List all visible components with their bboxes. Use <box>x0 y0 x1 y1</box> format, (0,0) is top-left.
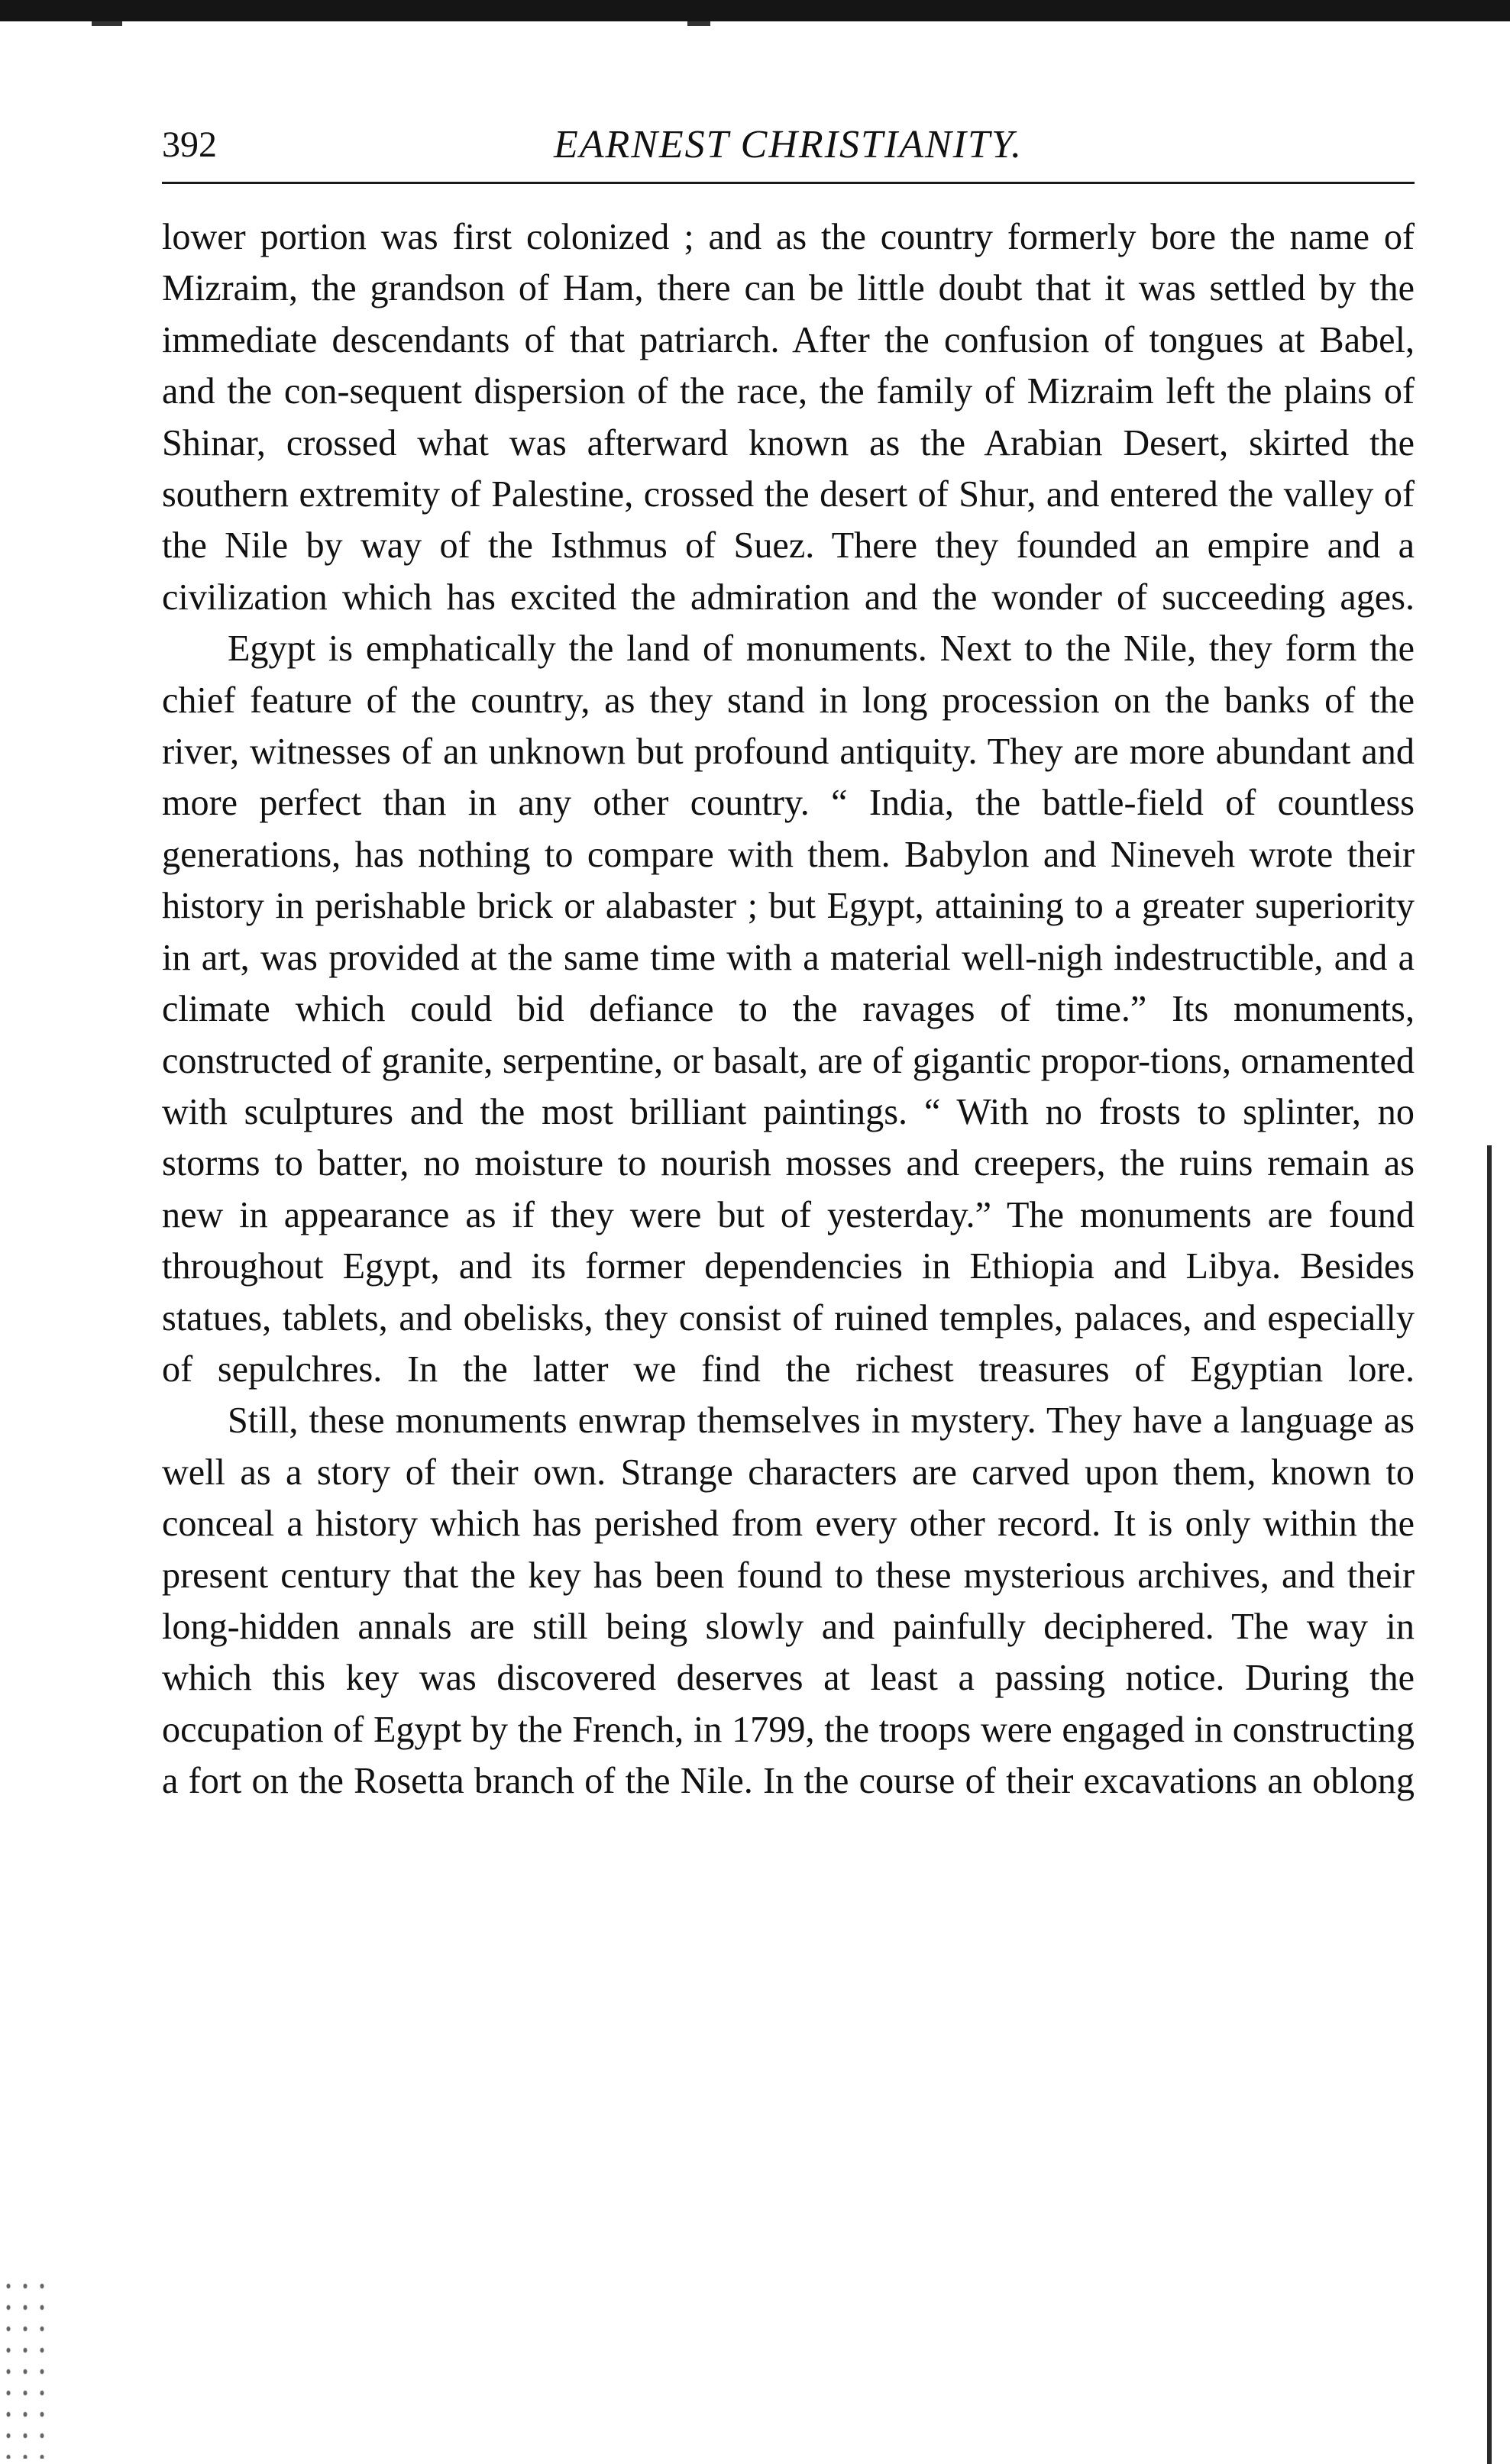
running-head <box>162 115 1415 176</box>
scan-right-edge <box>1487 1145 1492 2464</box>
scan-top-edge <box>0 0 1510 21</box>
running-title: EARNEST CHRISTIANITY. <box>553 123 1023 166</box>
paragraph-1: lower portion was first colonized ; and as the country formerly bore the name of Mizraim, the grandson of Ham, there can be little doubt that it was settled by the immediate descendants of that patriarch. After the confusion of tongues at Babel, and the con-sequent dispersion of the race, the family of Mizraim left the plains of Shinar, crossed what was afterward known as the Arabian Desert, skirted the southern extremity of Palestine, crossed the desert of Shur, and entered the valley of the Nile by way of the Isthmus of Suez. There they founded an empire and a civilization which has excited the admiration and the wonder of succeeding ages. <box>162 217 1415 618</box>
page-number: 392 <box>162 124 217 165</box>
paragraph-3: Still, these monuments enwrap themselves in mystery. They have a language as well as a story of their own. Strange characters are carved upon them, known to conceal a history which has perished from every other record. It is only within the present century that the key has been found to these mysterious archives, and their long-hidden annals are still being slowly and painfully deciphered. The way in which this key was discovered deserves at least a passing notice. During the occupation of Egypt by the French, in 1799, the troops were engaged in constructing a fort on the Rosetta branch of the Nile. In the course of their excavations an oblong <box>162 1400 1415 1802</box>
book-page <box>162 115 1415 1807</box>
scan-speck <box>687 21 710 26</box>
scan-speck <box>92 21 122 26</box>
scan-left-marks <box>0 2275 46 2459</box>
paragraph-2: Egypt is emphatically the land of monuments. Next to the Nile, they form the chief feature of the country, as they stand in long procession on the banks of the river, witnesses of an unknown but profound antiquity. They are more abundant and more perfect than in any other country. “ India, the battle-field of countless generations, has nothing to compare with them. Babylon and Nineveh wrote their history in perishable brick or alabaster ; but Egypt, attaining to a greater superiority in art, was provided at the same time with a material well-nigh indestructible, and a climate which could bid defiance to the ravages of time.” Its monuments, constructed of granite, serpentine, or basalt, are of gigantic propor-tions, ornamented with sculptures and the most brilliant paintings. “ With no frosts to splinter, no storms to batter, no moisture to nourish mosses and creepers, the ruins remain as new in appearance as if they were but of yesterday.” The monuments are found throughout Egypt, and its former dependencies in Ethiopia and Libya. Besides statues, tablets, and obelisks, they consist of ruined temples, palaces, and especially of sepulchres. In the latter we find the richest treasures of Egyptian lore. <box>162 628 1415 1390</box>
body-text <box>162 212 1415 1807</box>
header-rule <box>162 182 1415 184</box>
